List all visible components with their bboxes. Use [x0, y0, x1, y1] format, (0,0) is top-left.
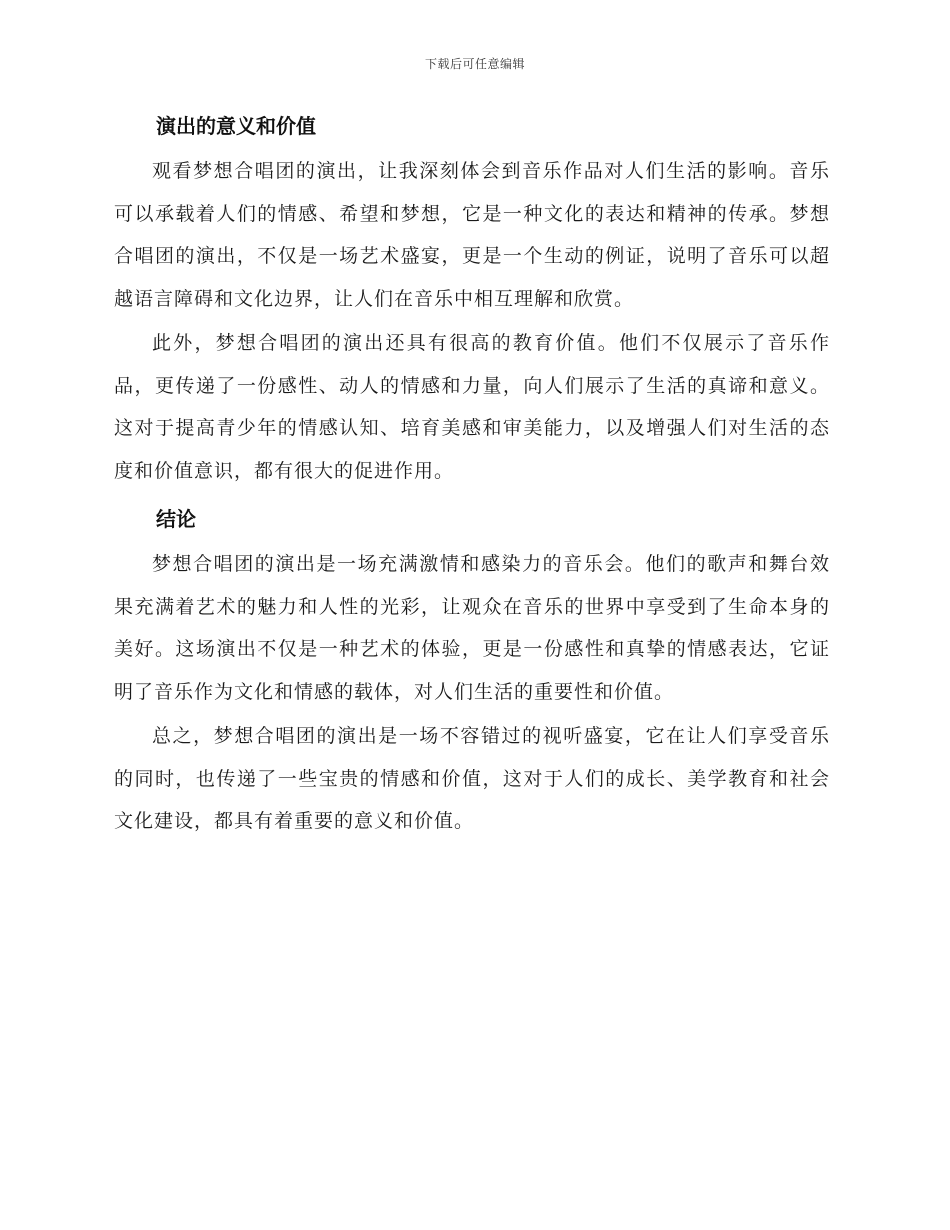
paragraph: 此外，梦想合唱团的演出还具有很高的教育价值。他们不仅展示了音乐作品，更传递了一份感性、动人的情感和力量，向人们展示了生活的真谛和意义。这对于提高青少年的情感认知、培育美感和审美能力，以及增强人们对生活的态度和价值意识，都有很大的促进作用。 — [114, 332, 830, 482]
section-conclusion — [114, 497, 830, 843]
paragraph: 观看梦想合唱团的演出，让我深刻体会到音乐作品对人们生活的影响。音乐可以承载着人们的情感、希望和梦想，它是一种文化的表达和精神的传承。梦想合唱团的演出，不仅是一场艺术盛宴，更是一个生动的例证，说明了音乐可以超越语言障碍和文化边界，让人们在音乐中相互理解和欣赏。 — [114, 160, 830, 310]
section-significance — [114, 104, 830, 492]
section-heading: 演出的意义和价值 — [156, 114, 316, 138]
paragraph: 梦想合唱团的演出是一场充满激情和感染力的音乐会。他们的歌声和舞台效果充满着艺术的魅力和人性的光彩，让观众在音乐的世界中享受到了生命本身的美好。这场演出不仅是一种艺术的体验，更是一份感性和真挚的情感表达，它证明了音乐作为文化和情感的载体，对人们生活的重要性和价值。 — [114, 553, 830, 703]
section-heading: 结论 — [156, 507, 196, 531]
document-body — [114, 104, 830, 843]
page-header-note: 下载后可任意编辑 — [424, 57, 525, 71]
paragraph: 总之，梦想合唱团的演出是一场不容错过的视听盛宴，它在让人们享受音乐的同时，也传递了一些宝贵的情感和价值，这对于人们的成长、美学教育和社会文化建设，都具有着重要的意义和价值。 — [114, 725, 830, 832]
